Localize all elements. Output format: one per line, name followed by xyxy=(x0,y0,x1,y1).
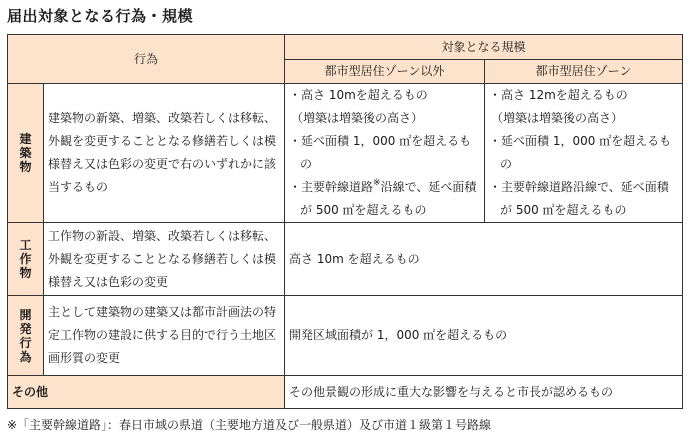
page-title: 届出対象となる行為・規模 xyxy=(7,7,194,25)
criteria-item: ・主要幹線道路沿線で、延べ面積が 500 ㎡を超えるもの xyxy=(489,180,669,217)
notification-table xyxy=(7,34,683,409)
criteria-note: （増築は増築後の高さ） xyxy=(491,111,624,125)
action-cell: 工作物の新設、増築、改築若しくは移転、外観を変更することとなる修繕若しくは模様替え又は色彩の変更 xyxy=(44,223,285,296)
category-building xyxy=(8,84,44,223)
category-development xyxy=(8,296,44,376)
header-zone-inside: 都市型居住ゾーン xyxy=(485,60,683,84)
header-zone-outside: 都市型居住ゾーン以外 xyxy=(285,60,485,84)
criteria-item: ・延べ面積 1，000 ㎡を超えるもの xyxy=(489,134,672,171)
footnote-mark: ※ xyxy=(373,178,381,188)
action-cell: 主として建築物の建築又は都市計画法の特定工作物の建設に供する目的で行う土地区画形質の変更 xyxy=(44,296,285,376)
criteria-item: ・高さ 12mを超えるもの xyxy=(489,88,628,102)
criteria-item: ・高さ 10mを超えるもの xyxy=(289,88,428,102)
category-structure xyxy=(8,223,44,296)
category-other: その他 xyxy=(8,376,285,409)
criteria-cell: 開発区域面積が 1，000 ㎡を超えるもの xyxy=(285,296,683,376)
criteria-cell: その他景観の形成に重大な影響を与えると市長が認めるもの xyxy=(285,376,683,409)
criteria-cell: 高さ 10m を超えるもの xyxy=(285,223,683,296)
footnote: ※「主要幹線道路」：春日市域の県道（主要地方道及び一般県道）及び市道１級第１号路線 xyxy=(7,418,492,432)
category-label: 建築物 xyxy=(19,132,32,174)
category-label: 工作物 xyxy=(19,238,32,280)
header-scope: 対象となる規模 xyxy=(285,35,683,60)
criteria-note: （増築は増築後の高さ） xyxy=(291,111,424,125)
table-row xyxy=(8,84,683,223)
criteria-zone-outside xyxy=(285,84,485,223)
table-row xyxy=(8,223,683,296)
criteria-text: ・主要幹線道路 xyxy=(289,180,374,194)
criteria-zone-inside xyxy=(485,84,683,223)
criteria-item: ・延べ面積 1，000 ㎡を超えるもの xyxy=(289,134,472,171)
category-label: 開発行為 xyxy=(19,307,32,364)
action-cell: 建築物の新築、増築、改築若しくは移転、外観を変更することとなる修繕若しくは模様替え又は色彩の変更で右のいずれかに該当するもの xyxy=(44,84,285,223)
criteria-item xyxy=(289,176,480,222)
table-row xyxy=(8,296,683,376)
header-action: 行為 xyxy=(8,35,285,84)
criteria-text: 沿線で、延べ面積が 500 ㎡を超えるもの xyxy=(300,180,477,217)
table-row xyxy=(8,376,683,409)
